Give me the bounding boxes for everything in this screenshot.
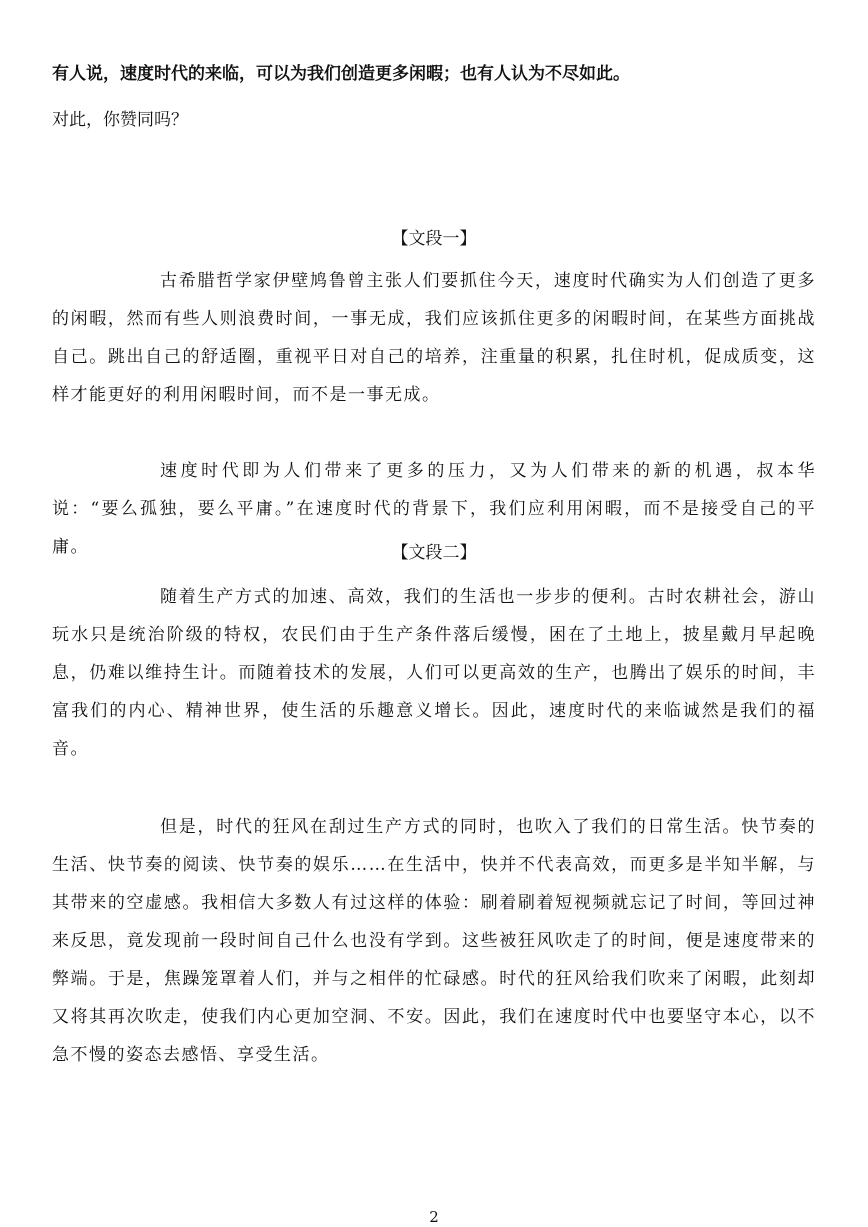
- prompt-statement: 有人说，速度时代的来临，可以为我们创造更多闲暇；也有人认为不尽如此。: [52, 64, 630, 84]
- section-1-paragraph-1: 古希腊哲学家伊壁鸠鲁曾主张人们要抓住今天，速度时代确实为人们创造了更多的闲暇，然而有些人则浪费时间，一事无成，我们应该抓住更多的闲暇时间，在某些方面挑战自己。跳出自己的舒适圈，重视平日对自己的培养，注重量的积累，扎住时机，促成质变，这样才能更好的利用闲暇时间，而不是一事无成。: [52, 271, 816, 405]
- section-1-paragraph-2: 速度时代即为人们带来了更多的压力，又为人们带来的新的机遇，叔本华说：“要么孤独，要么平庸。”在速度时代的背景下，我们应利用闲暇，而不是接受自己的平庸。: [52, 461, 816, 557]
- section-2-paragraph-1: 随着生产方式的加速、高效，我们的生活也一步步的便利。古时农耕社会，游山玩水只是统治阶级的特权，农民们由于生产条件落后缓慢，困在了土地上，披星戴月早起晚息，仍难以维持生计。而随着技术的发展，人们可以更高效的生产，也腾出了娱乐的时间，丰富我们的内心、精神世界，使生活的乐趣意义增长。因此，速度时代的来临诚然是我们的福音。: [52, 587, 816, 759]
- section-2-paragraph-2: 但是，时代的狂风在刮过生产方式的同时，也吹入了我们的日常生活。快节奏的生活、快节奏的阅读、快节奏的娱乐……在生活中，快并不代表高效，而更多是半知半解，与其带来的空虚感。我相信大多数人有过这样的体验：刷着刷着短视频就忘记了时间，等回过神来反思，竟发现前一段时间自己什么也没有学到。这些被狂风吹走了的时间，便是速度带来的弊端。于是，焦躁笼罩着人们，并与之相伴的忙碌感。时代的狂风给我们吹来了闲暇，此刻却又将其再次吹走，使我们内心更加空洞、不安。因此，我们在速度时代中也要坚守本心，以不急不慢的姿态去感悟、享受生活。: [52, 817, 816, 1065]
- section-heading-1: 【文段一】: [391, 229, 477, 249]
- prompt-question: 对此，你赞同吗？: [52, 110, 188, 130]
- page-number: 2: [429, 1208, 439, 1226]
- section-heading-2: 【文段二】: [391, 543, 477, 563]
